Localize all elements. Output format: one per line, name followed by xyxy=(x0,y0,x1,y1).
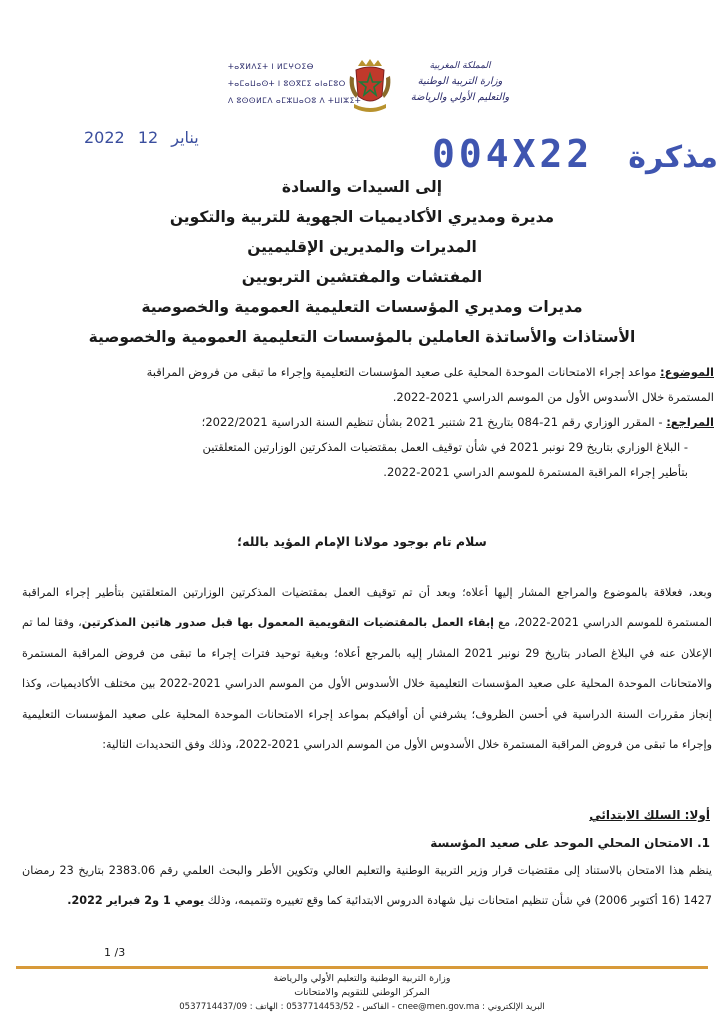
footer xyxy=(0,972,724,1014)
greeting: سلام تام بوجود مولانا الإمام المؤيد بالله؛ xyxy=(237,534,487,549)
footer-contacts: 0537714437/09 : الفاكس - 0537714453/52 : الهاتف - cnee@men.gov.ma : البريد الإلكتروني xyxy=(179,1002,545,1012)
subject-line xyxy=(22,360,714,385)
references-label: المراجع: xyxy=(666,415,714,429)
recipient-line: المديرات والمديرين الإقليميين xyxy=(247,238,477,256)
date-day: 12 xyxy=(137,128,159,147)
reference-2-continued: بتأطير إجراء المراقبة المستمرة للموسم الدراسي 2021-2022. xyxy=(383,465,688,479)
footer-center: المركز الوطني للتقويم والامتحانات xyxy=(294,987,430,998)
ministry-name-tifinagh xyxy=(228,58,362,109)
recipients-block xyxy=(60,172,664,352)
date-year: 2022 xyxy=(84,128,125,147)
ministry-name-arabic xyxy=(404,58,516,106)
body-bold-text: إبقاء العمل بالمقتضيات التقويمية المعمول بها قبل صدور هاتين المذكرتين xyxy=(81,616,495,630)
body-paragraph xyxy=(22,578,712,760)
memo-number-stamp xyxy=(432,132,593,176)
tifinagh-line-1: ⵜⴰⴳⵍⴷⵉⵜ ⵏ ⵍⵎⵖⵔⵉⴱ xyxy=(228,62,314,71)
item-body-text: ينظم هذا الامتحان بالاستناد إلى مقتضيات قرار وزير التربية الوطنية والتعليم العالي وتكوين الأطر والبحث العلمي رقم 2383.06 بتاريخ 23 رمضان 1427 (16 أكتوبر 2006) في شأن تنظيم امتحانات نيل شهادة الدروس الابتدائية كما وقع تغييره وتتميمه، وذلك xyxy=(22,864,713,907)
tifinagh-line-2: ⵜⴰⵎⴰⵡⴰⵙⵜ ⵏ ⵓⵙⴳⵎⵉ ⴰⵏⴰⵎⵓⵔ xyxy=(228,79,346,88)
tifinagh-line-3: ⴷ ⵓⵙⵙⵍⵎⴷ ⴰⵎⵣⵡⴰⵔⵓ ⴷ ⵜⵡⵏⵣⵉⵜ xyxy=(228,96,362,105)
subject-label: الموضوع: xyxy=(660,365,714,379)
body-text-1: وبعد، فعلاقة بالموضوع والمراجع المشار إليها أعلاه؛ وبعد أن تم توقيف العمل بمقتضيات المذكرتين الوزارتين المتعلقتين بتأطير إجراء المراقبة المستمرة للموسم الدراسي 2021-2022، مع xyxy=(22,586,712,630)
recipient-line: مديرة ومديري الأكاديميات الجهوية للتربية والتكوين xyxy=(169,208,555,226)
footer-ministry: وزارة التربية الوطنية والتعليم الأولي والرياضة xyxy=(273,973,451,984)
recipient-line: مديرات ومديري المؤسسات التعليمية العمومية والخصوصية xyxy=(141,298,583,316)
reference-1: - المقرر الوزاري رقم 21-084 بتاريخ 21 شتنبر 2021 بشأن تنظيم السنة الدراسية 2022/2021؛ xyxy=(201,415,663,429)
kingdom-line: المملكة المغربية xyxy=(429,61,491,71)
recipient-line: الأستاذات والأساتذة العاملين بالمؤسسات التعليمية العمومية والخصوصية xyxy=(88,328,636,346)
recipient-line: إلى السيدات والسادة xyxy=(281,178,443,196)
subject-text-2: المستمرة خلال الأسدوس الأول من الموسم الدراسي 2021-2022. xyxy=(392,390,714,404)
memo-label: مذكرة xyxy=(628,140,718,175)
reference-2: - البلاغ الوزاري بتاريخ 29 نونبر 2021 في شأن توقيف العمل بمقتضيات المذكرتين الوزارتين المتعلقتين xyxy=(202,440,688,454)
item-body xyxy=(22,856,712,916)
page-number: 1 /3 xyxy=(104,946,126,959)
ministry-line-2: والتعليم الأولي والرياضة xyxy=(410,92,510,103)
memo-number: 004X22 xyxy=(432,132,594,176)
footer-divider xyxy=(16,966,708,969)
subject-text: مواعد إجراء الامتحانات الموحدة المحلية على صعيد المؤسسات التعليمية وإجراء ما تبقى من فروض المراقبة xyxy=(146,365,657,379)
recipient-line: المفتشات والمفتشين التربويين xyxy=(241,268,483,286)
date-month: يناير xyxy=(171,128,199,147)
body-text-2: ، وفقا لما تم الإعلان عنه في البلاغ الصادر بتاريخ 29 نونبر 2021 المشار إليه بالمرجع أعلاه؛ وبغية توحيد فترات إجراء ما تبقى من فروض المراقبة المستمرة والامتحانات الموحدة المحلية على صعيد المؤسسات التعليمية خلال الأسدوس الأول من الموسم الدراسي 2021-2022 بين مختلف الأكاديميات، وكذا إنجاز مقررات السنة الدراسية في أحسن الظروف؛ يشرفني أن أوافيكم بمواعد إجراء الامتحانات الموحدة المحلية على صعيد المؤسسات التعليمية وإجراء ما تبقى من فروض المراقبة المستمرة خلال الأسدوس الأول من الموسم الدراسي 2021-2022، وذلك وفق التحديدات التالية: xyxy=(22,616,713,752)
item-body-dates: يومي 1 و2 فبراير 2022. xyxy=(67,894,205,907)
subject-references xyxy=(22,360,714,485)
date-stamp xyxy=(84,128,207,147)
reference-line xyxy=(22,410,714,435)
item-title: 1. الامتحان المحلي الموحد على صعيد المؤسسة xyxy=(430,836,710,850)
coat-of-arms-icon xyxy=(346,56,394,116)
letterhead xyxy=(0,52,724,124)
ministry-line: وزارة التربية الوطنية xyxy=(417,76,503,87)
section-title: أولا: السلك الابتدائي xyxy=(589,808,710,822)
